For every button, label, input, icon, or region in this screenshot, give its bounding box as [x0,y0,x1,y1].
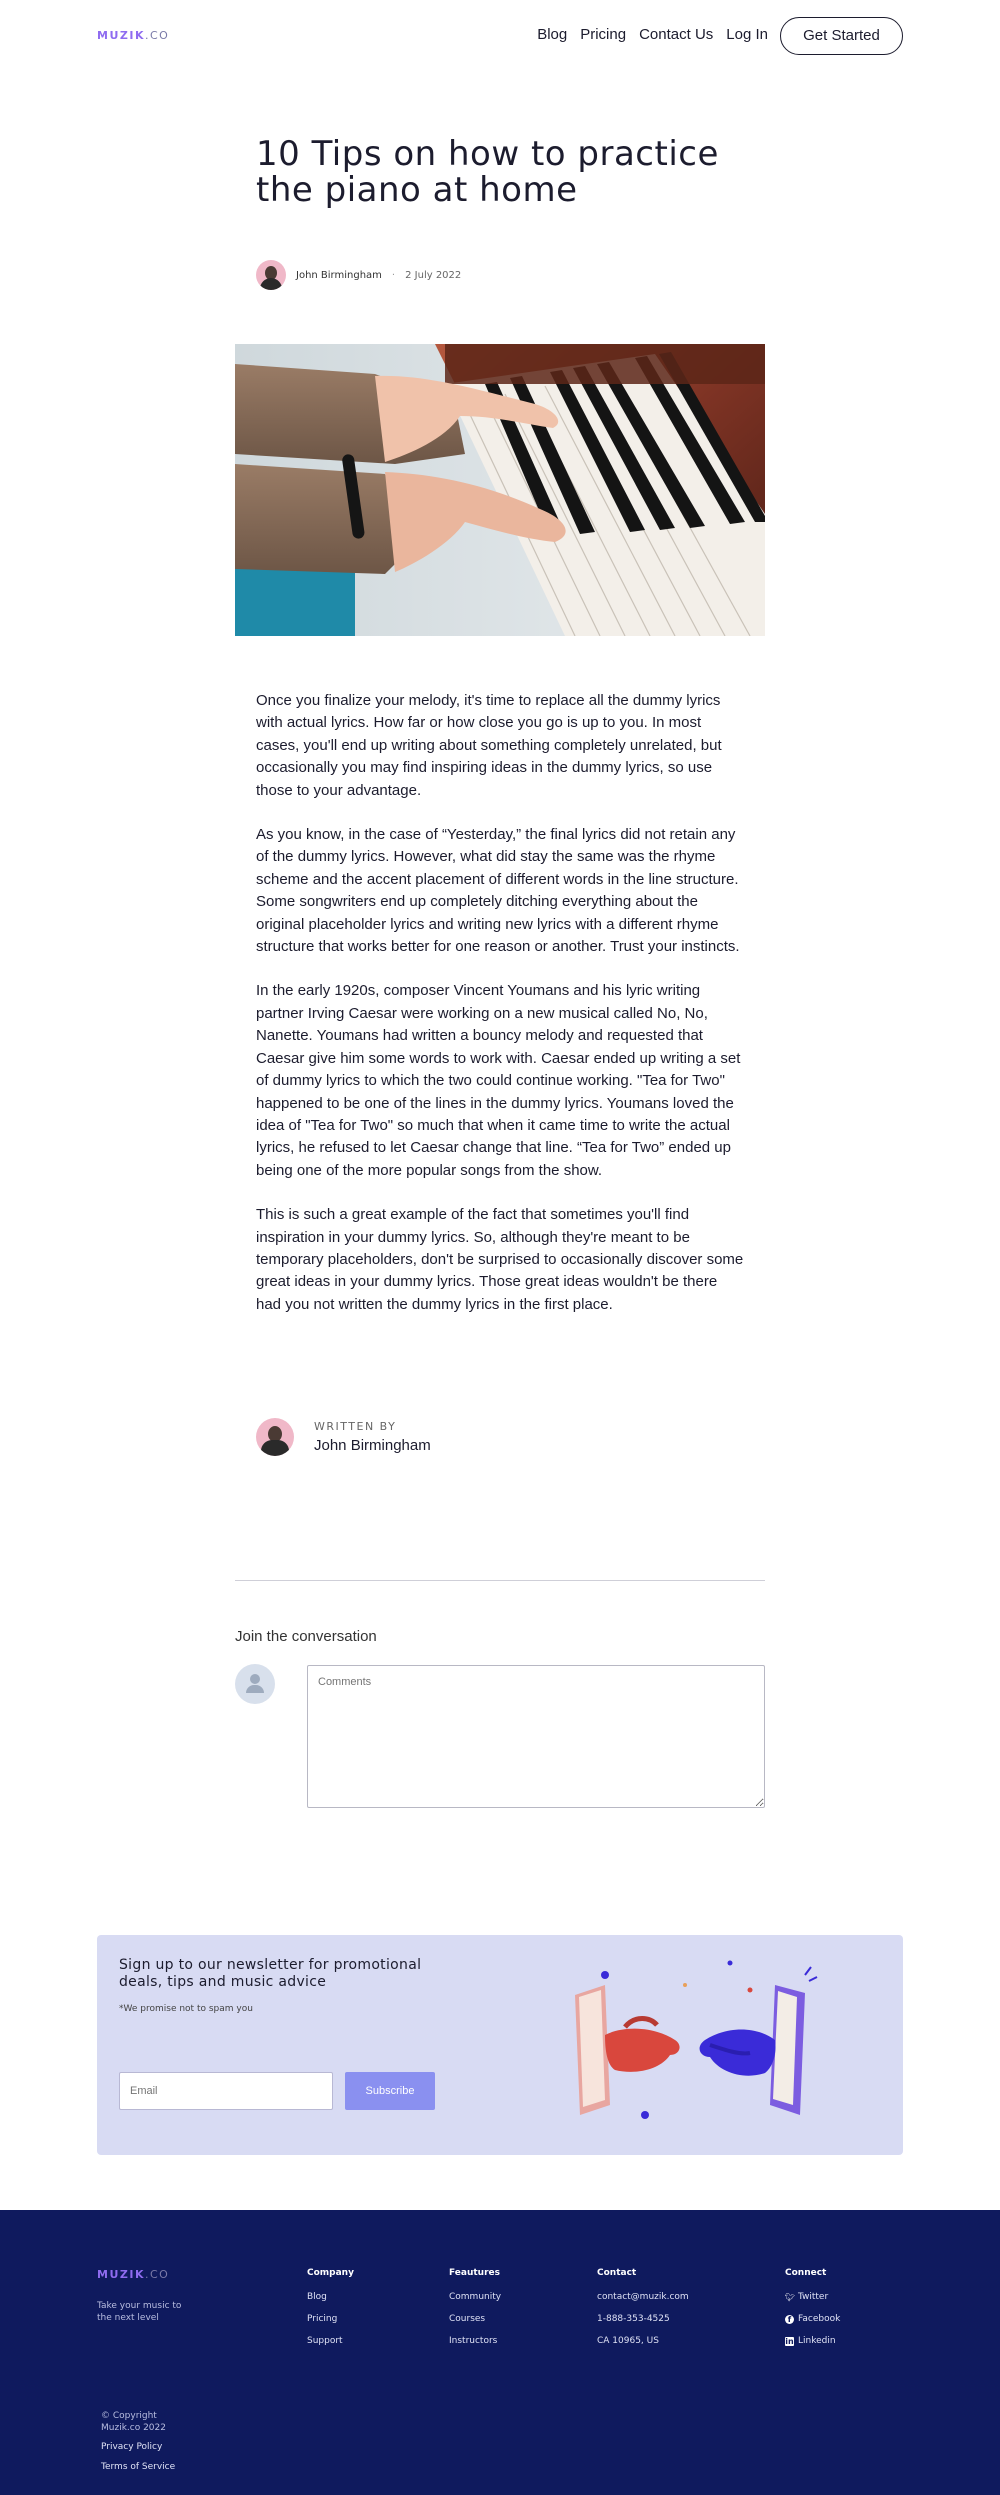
get-started-button[interactable]: Get Started [780,17,903,55]
article-body [256,690,746,1338]
footer-social-label: Linkedin [798,2336,836,2346]
footer-link[interactable]: Instructors [449,2336,498,2346]
author-name[interactable]: John Birmingham [296,269,382,281]
footer-social-label: Facebook [798,2314,841,2324]
newsletter-section [97,1935,903,2155]
author-card-name[interactable]: John Birmingham [314,1437,431,1454]
nav-link-login[interactable]: Log In [726,26,768,43]
facebook-icon: f [785,2315,794,2324]
byline [256,260,461,290]
footer-col-heading: Feautures [449,2268,500,2278]
footer-col-heading: Company [307,2268,354,2278]
footer-link[interactable]: Blog [307,2292,327,2302]
legal-links [101,2442,175,2482]
footer-link[interactable]: Support [307,2336,343,2346]
footer-col-contact [597,2268,689,2358]
footer-col-heading: Connect [785,2268,827,2278]
comments-input[interactable] [307,1665,765,1808]
footer-logo-suffix: .CO [144,2268,170,2281]
logo-main: MUZIK [97,29,145,42]
footer-col-connect [785,2268,840,2358]
footer-contact-phone: 1-888-353-4525 [597,2314,670,2324]
twitter-icon: 🐦︎ [785,2292,796,2302]
email-input[interactable] [119,2072,333,2110]
footer-col-features [449,2268,501,2358]
nav-link-pricing[interactable]: Pricing [580,26,627,43]
piano-hands-illustration [235,344,765,636]
footer-social-facebook[interactable] [785,2314,840,2324]
written-by-label: WRITTEN BY [314,1420,397,1433]
article-paragraph: This is such a great example of the fact that sometimes you'll find inspiration in your dummy lyrics. So, although they're meant to be temporary placeholders, don't be surprised to occasionally discover some great ideas in your dummy lyrics. Those great ideas wouldn't be there had you not written the dummy lyrics in the first place. [256,1206,744,1313]
nav-link-contact[interactable]: Contact Us [639,26,714,43]
subscribe-button[interactable]: Subscribe [345,2072,435,2110]
footer-social-linkedin[interactable] [785,2336,840,2346]
logo[interactable] [97,29,169,42]
footer-tagline: Take your music to the next level [97,2301,182,2323]
footer-logo[interactable] [97,2268,169,2281]
article-paragraph: As you know, in the case of “Yesterday,” the final lyrics did not retain any of the dummy lyrics. However, what did stay the same was the rhyme scheme and the accent placement of different words in the line structure. Some songwriters end up completely ditching everything about the original placeholder lyrics and writing new lyrics with a different rhyme structure that works better for one reason or another. Trust your instincts. [256,826,740,956]
footer [0,2210,1000,2495]
handshake-phones-illustration [565,1955,825,2135]
nav-links [537,26,768,43]
footer-link[interactable]: Courses [449,2314,486,2324]
terms-link[interactable]: Terms of Service [101,2462,176,2472]
footer-social-twitter[interactable] [785,2292,840,2302]
comments-heading: Join the conversation [235,1628,377,1645]
footer-col-company [307,2268,354,2358]
nav-link-blog[interactable]: Blog [537,26,568,43]
logo-suffix: .CO [144,29,170,42]
footer-contact-address: CA 10965, US [597,2336,659,2346]
footer-col-heading: Contact [597,2268,637,2278]
author-card [256,1418,431,1456]
article-paragraph: In the early 1920s, composer Vincent Youmans and his lyric writing partner Irving Caesar were working on a new musical called No, No, Nanette. Youmans had written a bouncy melody and requested that Caesar give him some words to work with. Caesar ended up writing a set of dummy lyrics to which the two could continue working. "Tea for Two" happened to be one of the lines in the dummy lyrics. Youmans loved the idea of "Tea for Two" so much that when it came time to write the actual lyrics, he refused to let Caesar change that line. “Tea for Two” ended up being one of the more popular songs from the show. [256,982,741,1179]
divider [235,1580,765,1581]
top-nav [0,0,1000,72]
newsletter-note: *We promise not to spam you [119,2004,253,2014]
footer-logo-main: MUZIK [97,2268,145,2281]
footer-contact-email[interactable]: contact@muzik.com [597,2292,689,2302]
avatar [256,260,286,290]
footer-link[interactable]: Community [449,2292,502,2302]
post-date: 2 July 2022 [405,269,462,281]
copyright-line: Muzik.co 2022 [101,2423,166,2433]
byline-separator: · [391,269,396,281]
page-title: 10 Tips on how to practice the piano at home [256,134,719,210]
author-avatar [256,1418,294,1456]
copyright [101,2410,166,2434]
newsletter-title: Sign up to our newsletter for promotional deals, tips and music advice [119,1957,422,1990]
footer-link[interactable]: Pricing [307,2314,338,2324]
hero-image [235,344,765,636]
footer-social-label: Twitter [798,2292,829,2302]
linkedin-icon: in [785,2336,794,2346]
privacy-policy-link[interactable]: Privacy Policy [101,2442,163,2452]
article-paragraph: Once you finalize your melody, it's time to replace all the dummy lyrics with actual lyrics. How far or how close you go is up to you. In most cases, you'll end up writing about something completely unrelated, but occasionally you may find inspiring ideas in the dummy lyrics, so use those to your advantage. [256,692,722,799]
user-avatar-icon [235,1664,275,1704]
copyright-line: © Copyright [101,2411,157,2421]
